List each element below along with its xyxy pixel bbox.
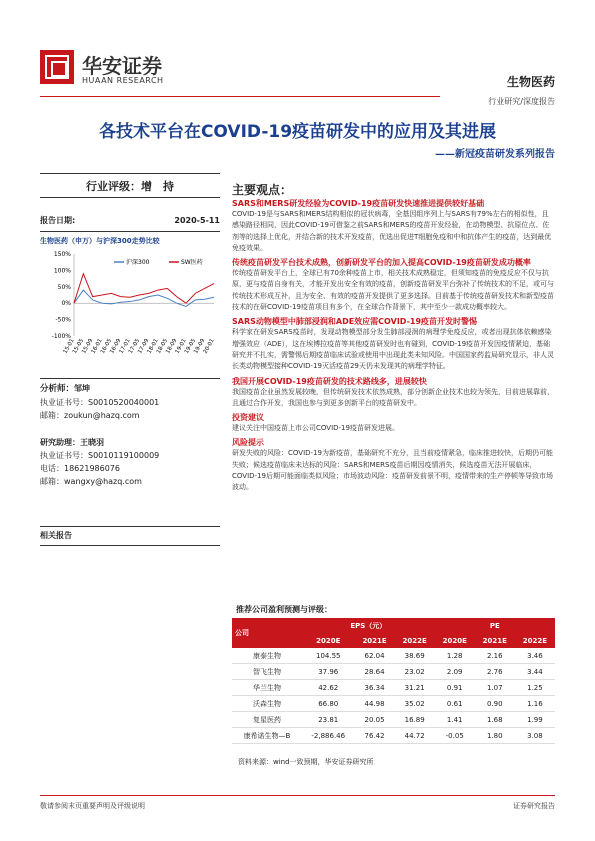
analyst-name: 邹坤 [74,384,91,393]
trend-chart [40,248,220,373]
analyst-email-label: 邮箱： [40,411,64,420]
page-subtitle: ——新冠疫苗研发系列报告 [435,149,555,160]
table-cell: 44.98 [364,699,385,708]
section-body: 科学家在研发SARS疫苗时，发现动物模型部分发生肺部浸润的病理学免疫反应，或者出现抗体依赖感染增强效应（ADE），这在埃博拉疫苗等其他疫苗研发时也有碰到，COVID-19疫苗开发因疫情紧迫，基础研究并不扎实，需警惕后期疫苗临床试验或使用中出现此类未知风险。中国国家药监局研究显示，非人灵长类动物模型接种COVID-19灭活疫苗29天仍未发现其的病理学特征。 [232,328,554,371]
y-tick-label: -50% [55,316,71,324]
table-cell: 28.64 [364,667,385,676]
table-cell: 1.16 [527,699,543,708]
table-cell: 1.41 [446,715,463,724]
y-tick-label: 0% [61,300,71,308]
assistant-phone: 18621986076 [64,464,120,473]
footer-rule [40,795,555,796]
table-cell: 42.62 [318,683,339,692]
table-row [232,696,555,712]
main-heading: 主要观点： [232,183,293,197]
x-tick-label: 15-01 [62,338,76,355]
chart-rule [40,378,220,379]
y-tick-label: 150% [53,251,71,258]
section-2 [232,257,555,313]
table-cell: 3.08 [527,731,543,740]
assistant-block [40,436,220,488]
report-date [40,214,220,227]
table-cell: 0.61 [446,699,463,708]
assistant-cert: S0010119100009 [88,451,160,460]
footer-label: 证券研究报告 [513,802,555,810]
rating-value: 增 持 [141,180,174,193]
company-name: 智飞生物 [252,667,281,676]
x-tick-label: 17-01 [118,338,132,355]
col-company: 公司 [235,629,249,637]
col-year: 2021E [362,636,387,645]
forecast-table [232,618,555,744]
related-rule-bottom [40,545,220,546]
table-cell: 1.28 [446,651,463,660]
section-body: 我国疫苗企业虽然发展较晚，但传统研发技术依然成熟，部分创新企业技术也较为领先，目前进展靠前，且通过合作开发，我国也参与到更多创新平台的疫苗研发中。 [232,387,554,407]
table-cell: 37.96 [318,667,339,676]
section-body: 传统疫苗研发平台上，全球已有70余种疫苗上市，相关技术成熟稳定，但须知疫苗的免疫反应不仅与抗原，更与疫苗自身有关，才能开发出安全有效的疫苗，创新疫苗研发平台弥补了传统技术的不足，或可与传统技术形成互补，且为安全、有效的疫苗开发提供了更多选择。目前基于传统疫苗研发技术和新型疫苗技术的在研COVID-19疫苗项目有多个，在全球合作背景下，其中至少一款成功概率较大。 [232,269,554,312]
table-cell: 1.99 [527,715,543,724]
table-cell: 31.21 [404,683,425,692]
table-cell: 23.02 [404,667,425,676]
page-title: 各技术平台在COVID-19疫苗研发中的应用及其进展 [98,122,497,142]
main-content [232,198,555,494]
table-cell: 16.89 [404,715,425,724]
table-cell: 0.91 [446,683,463,692]
analyst-email[interactable]: zoukun@hazq.com [64,411,140,420]
y-tick-label: 100% [53,267,71,275]
brand-name-cn: 华安证券 [82,54,162,78]
x-tick-label: 18-05 [155,338,170,355]
section-heading: SARS动物模型中肺部浸润和ADE效应需COVID-19疫苗开发时警惕 [232,317,478,327]
brand-logo-icon [40,50,74,84]
table-cell: 1.07 [487,683,503,692]
table-cell: 20.05 [364,715,385,724]
x-tick-label: 18-09 [165,338,179,355]
col-pe: PE [489,621,500,630]
col-year: 2022E [402,636,427,645]
y-tick-label: -100% [51,333,71,340]
col-year: 2020E [316,636,341,645]
x-tick-label: 18-01 [146,338,160,355]
section-heading: 传统疫苗研发平台技术成熟，创新研发平台的加入提高COVID-19疫苗研发成功概率 [232,258,531,268]
analyst-block [40,382,220,422]
assistant-name: 王晓羽 [80,438,104,447]
table-cell: 3.46 [527,651,543,660]
table-cell: 1.25 [527,683,543,692]
x-tick-label: 15-09 [81,338,95,355]
assistant-label: 研究助理： [40,438,80,447]
company-name: 复星医药 [252,715,281,724]
assistant-cert-label: 执业证书号： [40,451,88,460]
date-rule [40,231,220,232]
table-row [232,648,555,664]
section-heading: 投资建议 [232,413,264,423]
table-title: 推荐公司盈利预测与评级： [236,605,332,614]
assistant-phone-label: 电话： [40,464,64,473]
table-source: 资料来源：wind一致预期，华安证券研究所 [238,758,374,766]
x-tick-label: 20-01 [202,338,216,355]
col-eps: EPS（元） [350,621,387,630]
table-cell: -0.05 [445,731,464,740]
table-row [232,712,555,728]
brand-name-en: HUAAN RESEARCH [82,76,164,85]
industry-rating [40,178,220,194]
section-5 [232,412,555,434]
assistant-email-label: 邮箱： [40,477,64,486]
series-line-0 [74,290,214,306]
table-row [232,728,555,744]
x-tick-label: 19-01 [174,338,188,355]
section-4 [232,376,555,410]
x-tick-label: 19-05 [183,338,198,355]
table-row [232,664,555,680]
section-heading: 风险提示 [232,438,264,448]
x-tick-label: 17-05 [127,338,142,355]
analyst-cert-label: 执业证书号： [40,398,88,407]
section-body: COVID-19是与SARS和MERS结构相似的冠状病毒，全基因组序列上与SARS有79%左右的相似性，且感染路径相同，因此COVID-19可借鉴之前SARS和MERS的疫苗开发经验，在动物模型、抗原位点、佐剂等的选择上优化，并结合新的技术开发疫苗，优选出促进T细胞免疫和中和抗体产生的疫苗，达到最优免疫效果。 [232,210,552,252]
section-body: 建议关注中国疫苗上市公司COVID-19疫苗研发进展。 [232,424,399,433]
rating-rule-top [40,173,220,174]
x-tick-label: 16-05 [99,338,114,355]
table-cell: 44.72 [404,731,425,740]
x-tick-label: 15-05 [71,338,86,355]
table-header-row [232,618,555,633]
table-cell: 62.04 [364,651,385,660]
legend-label: 沪深300 [126,259,150,266]
table-cell: 76.42 [364,731,385,740]
x-tick-label: 17-09 [137,338,151,355]
assistant-email[interactable]: wangxy@hazq.com [64,477,142,486]
analyst-label: 分析师： [40,384,75,394]
col-year: 2020E [442,636,467,645]
col-year: 2022E [522,636,548,645]
company-name: 康希诺生物—B [243,731,291,740]
table-cell: 2.16 [487,651,503,660]
section-body: 研发失败的风险：COVID-19为新疫苗，基础研究不充分，且当前疫情紧急，临床推进较快，后期仍可能失败；候选疫苗临床未达标的风险：SARS和MERS疫苗后期因疫情消失，候选疫苗无法开展临床，COVID-19后期可能面临类似风险；市场波动风险：疫苗研发前景不明，疫情带来的生产停顿等导致市场波动。 [232,449,553,492]
x-tick-label: 19-09 [193,338,207,355]
table-cell: 35.02 [404,699,425,708]
related-rule-top [40,526,220,527]
table-cell: 0.90 [487,699,503,708]
sector-label: 生物医药 [506,75,555,89]
table-cell: 1.80 [487,731,503,740]
analyst-cert: S0010520040001 [88,398,160,407]
section-3 [232,316,555,372]
report-date-value: 2020-5-11 [174,216,220,225]
table-cell: 2.76 [487,667,503,676]
table-cell: 104.55 [315,651,341,660]
section-1 [232,198,555,254]
section-heading: SARS和MERS研发经验为COVID-19疫苗研发快速推进提供较好基础 [232,199,485,208]
header-rule [40,96,440,97]
table-cell: 23.81 [318,715,339,724]
rating-label: 行业评级： [86,180,141,193]
company-name: 康泰生物 [252,651,281,660]
table-row [232,680,555,696]
x-tick-label: 16-09 [109,338,123,355]
company-name: 沃森生物 [252,699,281,708]
section-heading: 我国开展COVID-19疫苗研发的技术路线多，进展较快 [232,376,427,386]
table-cell: 1.68 [487,715,503,724]
x-tick-label: 16-01 [90,338,104,355]
table-cell: -2,886.46 [311,731,346,740]
table-cell: 66.80 [318,699,339,708]
y-tick-label: 50% [57,283,71,291]
report-date-label: 报告日期: [40,216,76,225]
table-cell: 3.44 [527,667,543,676]
legend-label: SW医药 [181,259,203,266]
col-year: 2021E [482,636,507,645]
table-cell: 38.69 [404,651,425,660]
report-type: 行业研究/深度报告 [488,97,555,106]
related-reports-heading: 相关报告 [40,531,72,540]
rating-rule-bottom [40,197,220,198]
company-name: 华兰生物 [252,683,281,692]
table-cell: 36.34 [364,683,385,692]
section-6 [232,437,555,493]
table-cell: 2.09 [446,667,463,676]
chart-title: 生物医药（申万）与沪深300走势比较 [40,237,160,245]
footer-disclaimer: 敬请参阅末页重要声明及评级说明 [40,802,145,810]
